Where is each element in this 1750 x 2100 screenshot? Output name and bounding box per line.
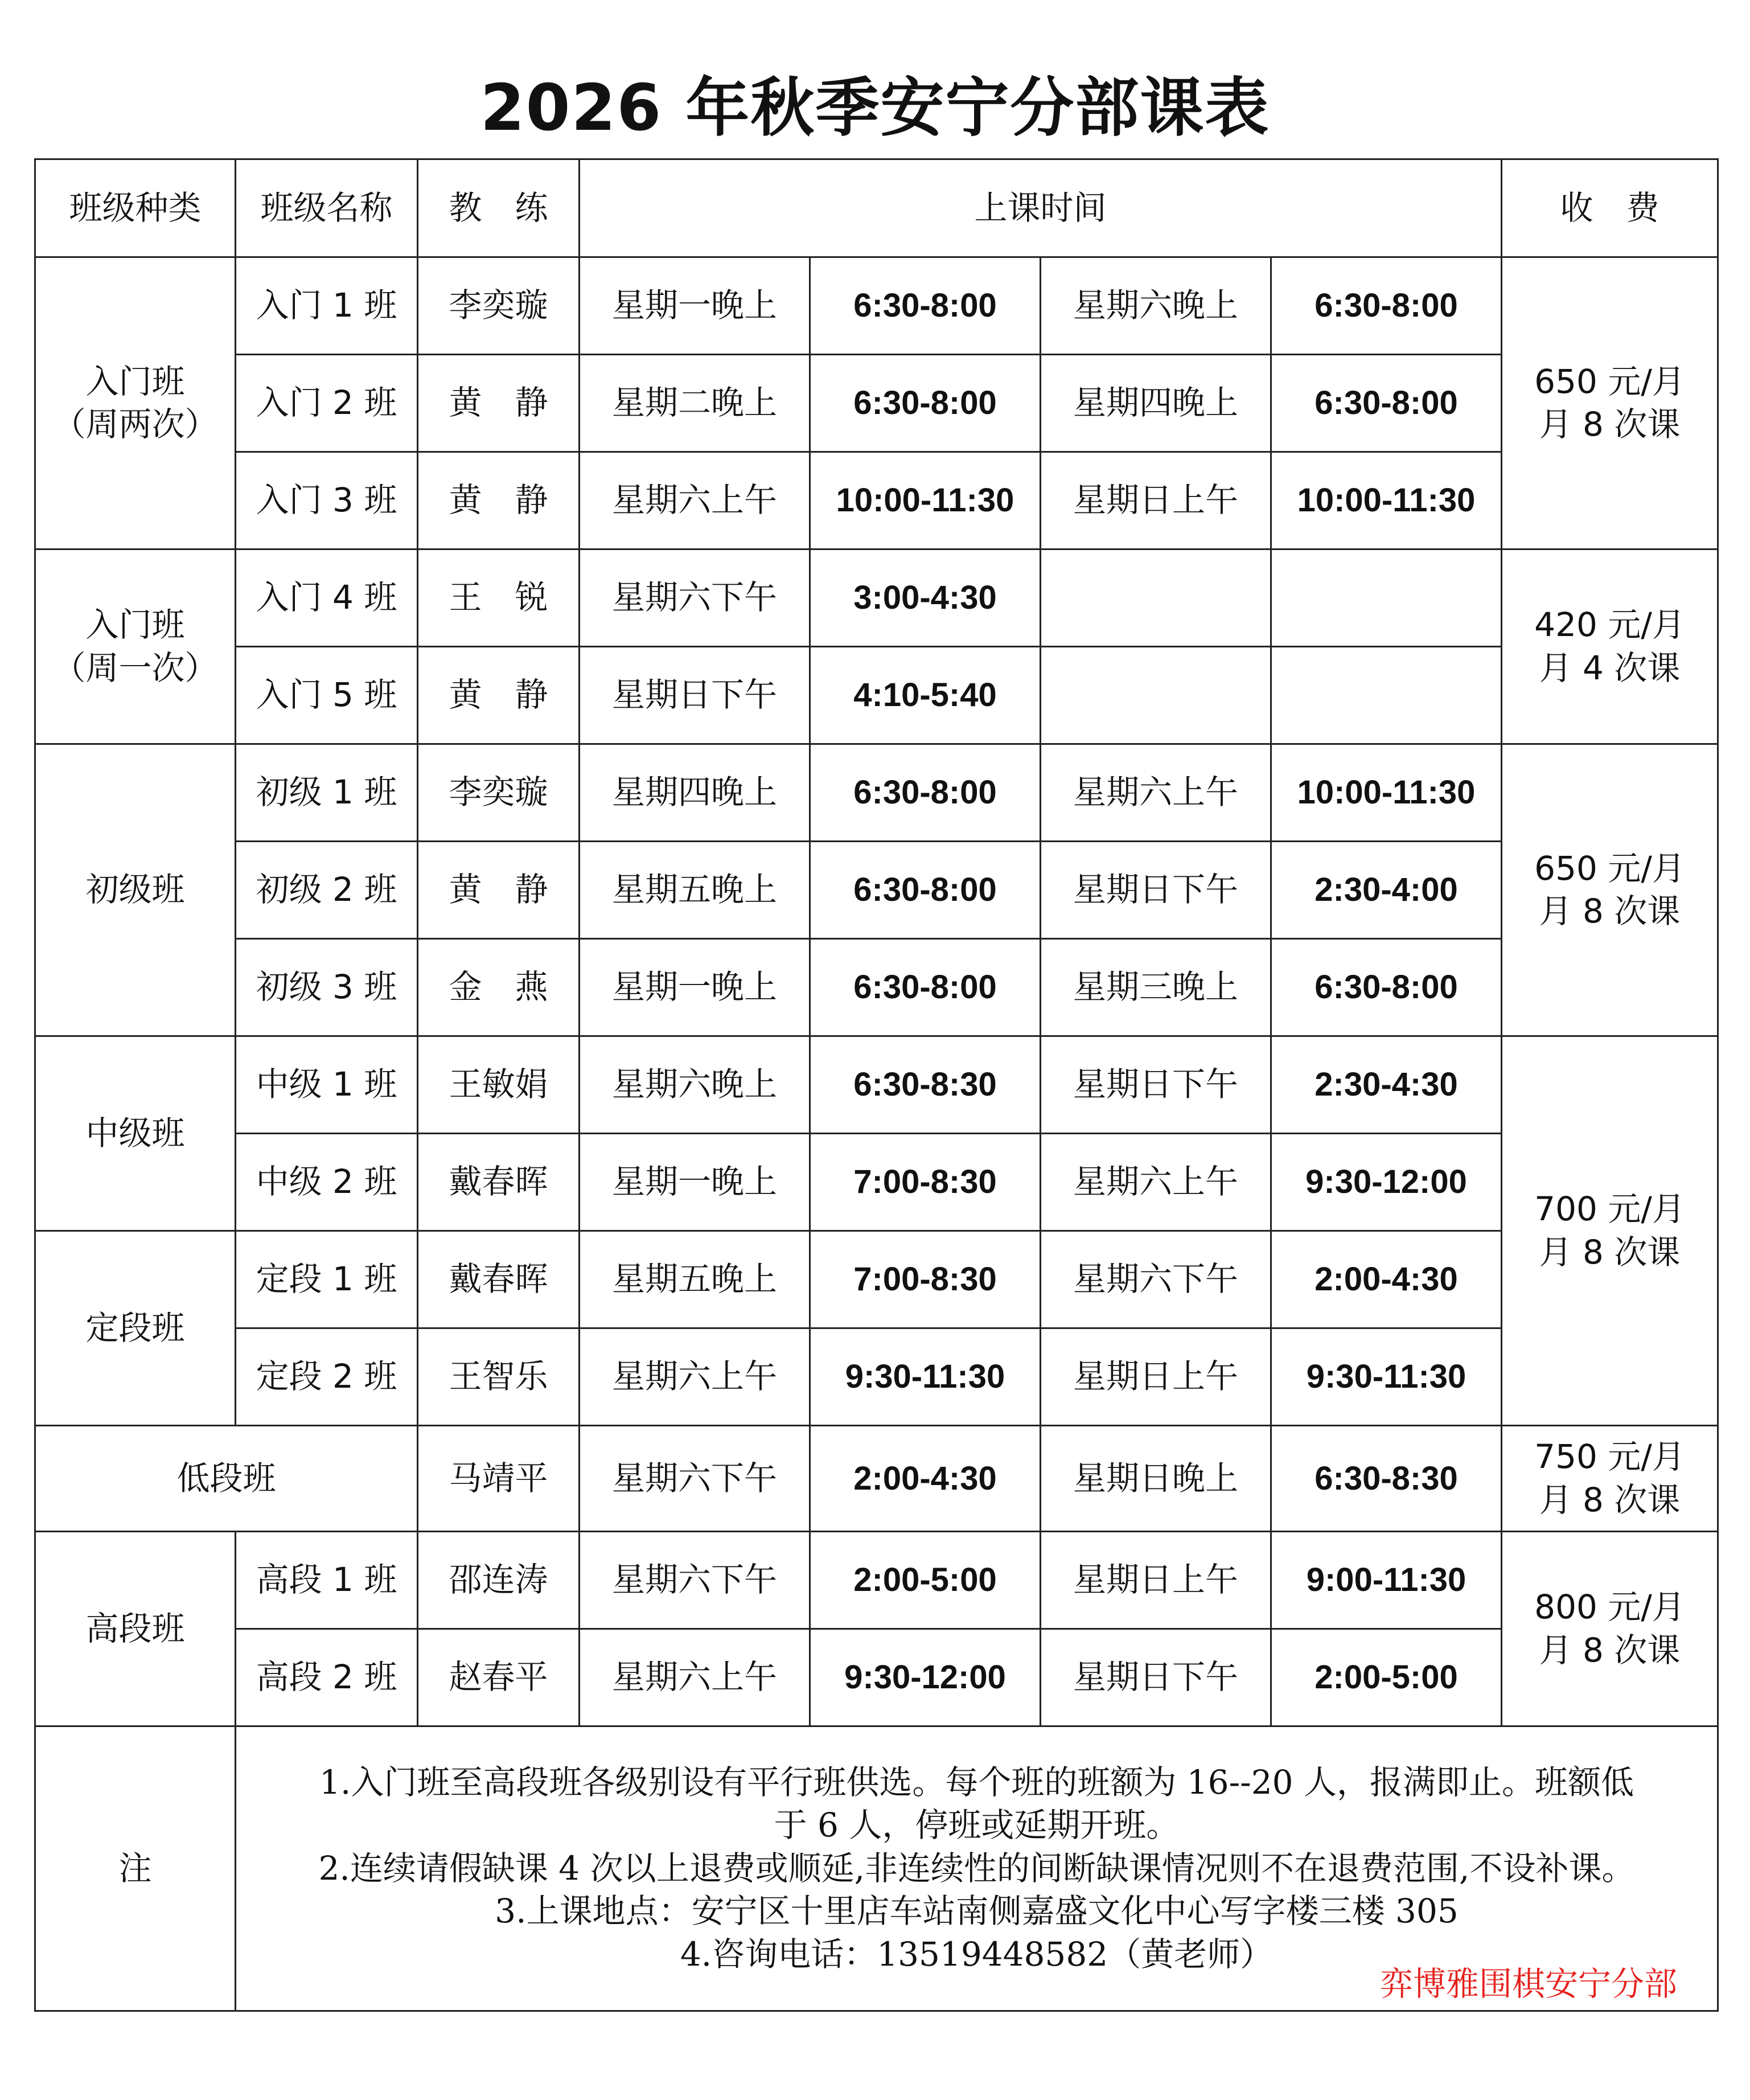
category-beginner: 初级班 [35,744,236,1036]
class-name: 高段 1 班 [236,1532,418,1629]
coach-name: 戴春晖 [418,1134,580,1231]
table-row [35,452,1718,549]
day-1: 星期一晚上 [580,939,810,1036]
header-class-name: 班级名称 [236,159,418,257]
day-2: 星期日晚上 [1041,1426,1271,1532]
fee-sessions: 月 8 次课 [1539,1480,1681,1519]
coach-name: 黄 静 [418,647,580,744]
class-name: 中级 1 班 [236,1036,418,1134]
time-1: 7:00-8:30 [810,1231,1041,1328]
time-2 [1271,647,1502,744]
day-2 [1041,647,1271,744]
table-row [35,1134,1718,1231]
time-1: 6:30-8:30 [810,1036,1041,1134]
coach-name: 黄 静 [418,842,580,939]
fee-low-dan [1502,1426,1718,1532]
coach-name: 王敏娟 [418,1036,580,1134]
fee-sessions: 月 8 次课 [1539,1630,1681,1670]
class-name: 初级 3 班 [236,939,418,1036]
time-2: 6:30-8:00 [1271,257,1502,355]
time-1: 10:00-11:30 [810,452,1041,549]
time-2: 2:00-4:30 [1271,1231,1502,1328]
time-1: 6:30-8:00 [810,744,1041,842]
class-name: 定段 2 班 [236,1328,418,1426]
table-row [35,842,1718,939]
coach-name: 李奕璇 [418,744,580,842]
class-name: 定段 1 班 [236,1231,418,1328]
fee-intro-twice [1502,257,1718,549]
category-intro-once [35,549,236,744]
note-line: 3.上课地点：安宁区十里店车站南侧嘉盛文化中心写字楼三楼 305 [495,1892,1459,1931]
category-frequency: （周两次） [52,405,218,444]
table-row [35,744,1718,842]
time-2: 6:30-8:00 [1271,355,1502,452]
coach-name: 王 锐 [418,549,580,647]
note-line: 4.咨询电话：13519448582（黄老师） [680,1934,1274,1974]
day-2: 星期日上午 [1041,452,1271,549]
category-intermediate: 中级班 [35,1036,236,1231]
header-category: 班级种类 [35,159,236,257]
coach-name: 王智乐 [418,1328,580,1426]
time-1: 3:00-4:30 [810,549,1041,647]
time-2: 9:30-12:00 [1271,1134,1502,1231]
fee-sessions: 月 8 次课 [1539,892,1681,930]
note-line: 2.连续请假缺课 4 次以上退费或顺延,非连续性的间断缺课情况则不在退费范围,不设补课。 [318,1848,1635,1888]
coach-name: 戴春晖 [418,1231,580,1328]
fee-beginner [1502,744,1718,1036]
coach-name: 李奕璇 [418,257,580,355]
note-line: 1.入门班至高段班各级别设有平行班供选。每个班的班额为 16--20 人，报满即止。班额低 [319,1763,1634,1802]
fee-intermediate-dan [1502,1036,1718,1426]
fee-price: 650 元/月 [1534,848,1685,888]
time-1: 4:10-5:40 [810,647,1041,744]
time-2: 2:00-5:00 [1271,1629,1502,1726]
day-1: 星期六上午 [580,452,810,549]
fee-price: 800 元/月 [1534,1588,1685,1627]
class-name: 入门 3 班 [236,452,418,549]
fee-intro-once [1502,549,1718,744]
fee-price: 650 元/月 [1534,362,1685,401]
table-row [35,647,1718,744]
time-2: 2:30-4:00 [1271,842,1502,939]
time-2: 2:30-4:30 [1271,1036,1502,1134]
day-1: 星期四晚上 [580,744,810,842]
time-2 [1271,549,1502,647]
class-name: 高段 2 班 [236,1629,418,1726]
time-2: 10:00-11:30 [1271,744,1502,842]
fee-sessions: 月 8 次课 [1539,405,1681,444]
fee-price: 750 元/月 [1534,1437,1685,1476]
day-2: 星期日上午 [1041,1532,1271,1629]
table-row [35,1426,1718,1532]
schedule-table [34,158,1719,2012]
coach-name: 赵春平 [418,1629,580,1726]
header-row [35,159,1718,257]
class-name: 入门 5 班 [236,647,418,744]
day-2: 星期日上午 [1041,1328,1271,1426]
coach-name: 黄 静 [418,452,580,549]
class-name: 中级 2 班 [236,1134,418,1231]
time-1: 9:30-11:30 [810,1328,1041,1426]
header-fee: 收 费 [1502,159,1718,257]
coach-name: 马靖平 [418,1426,580,1532]
day-2: 星期四晚上 [1041,355,1271,452]
day-1: 星期五晚上 [580,1231,810,1328]
fee-sessions: 月 4 次课 [1539,648,1681,687]
header-coach: 教 练 [418,159,580,257]
time-1: 2:00-5:00 [810,1532,1041,1629]
class-name: 入门 4 班 [236,549,418,647]
category-low-dan: 低段班 [35,1426,418,1532]
fee-price: 700 元/月 [1534,1190,1685,1229]
day-1: 星期六上午 [580,1328,810,1426]
notes-row [35,1726,1718,2011]
day-2: 星期日下午 [1041,1036,1271,1134]
time-1: 6:30-8:00 [810,842,1041,939]
time-1: 6:30-8:00 [810,257,1041,355]
day-1: 星期六上午 [580,1629,810,1726]
day-1: 星期一晚上 [580,1134,810,1231]
class-name: 初级 1 班 [236,744,418,842]
day-1: 星期一晚上 [580,257,810,355]
table-row [35,939,1718,1036]
day-2 [1041,549,1271,647]
table-row [35,355,1718,452]
category-high-dan: 高段班 [35,1532,236,1726]
day-1: 星期日下午 [580,647,810,744]
organization-signature: 弈博雅围棋安宁分部 [1380,1964,1678,2003]
day-1: 星期六下午 [580,549,810,647]
fee-price: 420 元/月 [1534,605,1685,645]
day-1: 星期六下午 [580,1426,810,1532]
day-1: 星期六晚上 [580,1036,810,1134]
time-1: 9:30-12:00 [810,1629,1041,1726]
time-2: 10:00-11:30 [1271,452,1502,549]
notes-label: 注 [35,1726,236,2011]
day-2: 星期六上午 [1041,744,1271,842]
fee-sessions: 月 8 次课 [1539,1232,1681,1272]
day-2: 星期六上午 [1041,1134,1271,1231]
time-1: 6:30-8:00 [810,939,1041,1036]
day-2: 星期六下午 [1041,1231,1271,1328]
table-row [35,257,1718,355]
day-2: 星期三晚上 [1041,939,1271,1036]
class-name: 入门 1 班 [236,257,418,355]
coach-name: 邵连涛 [418,1532,580,1629]
day-2: 星期六晚上 [1041,257,1271,355]
fee-high-dan [1502,1532,1718,1726]
category-label: 入门班 [85,605,185,645]
table-row [35,1328,1718,1426]
time-2: 9:30-11:30 [1271,1328,1502,1426]
time-1: 7:00-8:30 [810,1134,1041,1231]
page-title: 2026 年秋季安宁分部课表 [480,71,1270,145]
class-name: 入门 2 班 [236,355,418,452]
table-row [35,1231,1718,1328]
table-row [35,549,1718,647]
coach-name: 金 燕 [418,939,580,1036]
table-row [35,1532,1718,1629]
time-1: 6:30-8:00 [810,355,1041,452]
day-2: 星期日下午 [1041,842,1271,939]
class-name: 初级 2 班 [236,842,418,939]
time-1: 2:00-4:30 [810,1426,1041,1532]
coach-name: 黄 静 [418,355,580,452]
notes-content [236,1726,1718,2011]
note-line: 于 6 人，停班或延期开班。 [774,1806,1180,1845]
table-row [35,1629,1718,1726]
category-intro-twice [35,257,236,549]
category-dan: 定段班 [35,1231,236,1426]
category-label: 入门班 [85,362,185,401]
day-1: 星期二晚上 [580,355,810,452]
day-1: 星期六下午 [580,1532,810,1629]
day-2: 星期日下午 [1041,1629,1271,1726]
time-2: 6:30-8:30 [1271,1426,1502,1532]
time-2: 6:30-8:00 [1271,939,1502,1036]
table-row [35,1036,1718,1134]
time-2: 9:00-11:30 [1271,1532,1502,1629]
header-class-time: 上课时间 [580,159,1502,257]
category-frequency: （周一次） [52,648,218,687]
day-1: 星期五晚上 [580,842,810,939]
